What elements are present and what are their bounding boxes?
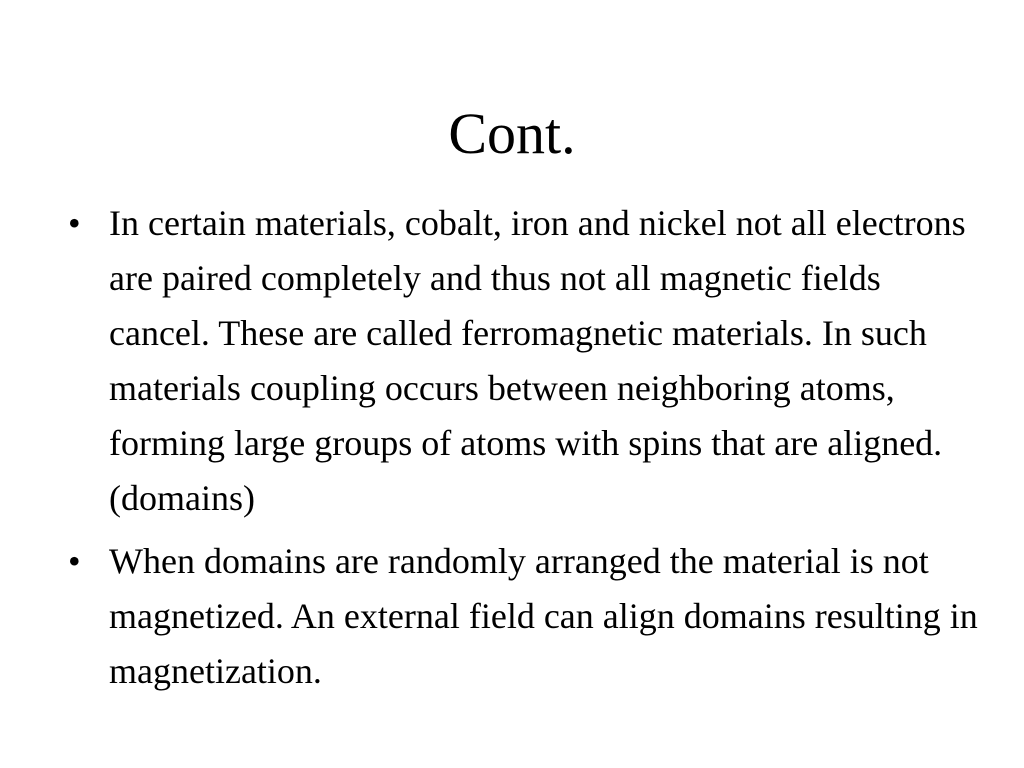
bullet-item bbox=[68, 196, 980, 526]
bullet-list bbox=[68, 196, 980, 707]
bullet-item bbox=[68, 534, 980, 699]
bullet-text: In certain materials, cobalt, iron and nickel not all electrons are paired completely and thus not all magnetic fields cancel. These are called ferromagnetic materials. In such materials coupling occurs between neighboring atoms, forming large groups of atoms with spins that are aligned. (domains) bbox=[109, 203, 966, 518]
bullet-icon: • bbox=[68, 203, 81, 243]
bullet-icon: • bbox=[68, 541, 81, 581]
slide-title: Cont. bbox=[448, 101, 576, 166]
bullet-text: When domains are randomly arranged the material is not magnetized. An external field can align domains resulting in magnetization. bbox=[109, 541, 978, 691]
